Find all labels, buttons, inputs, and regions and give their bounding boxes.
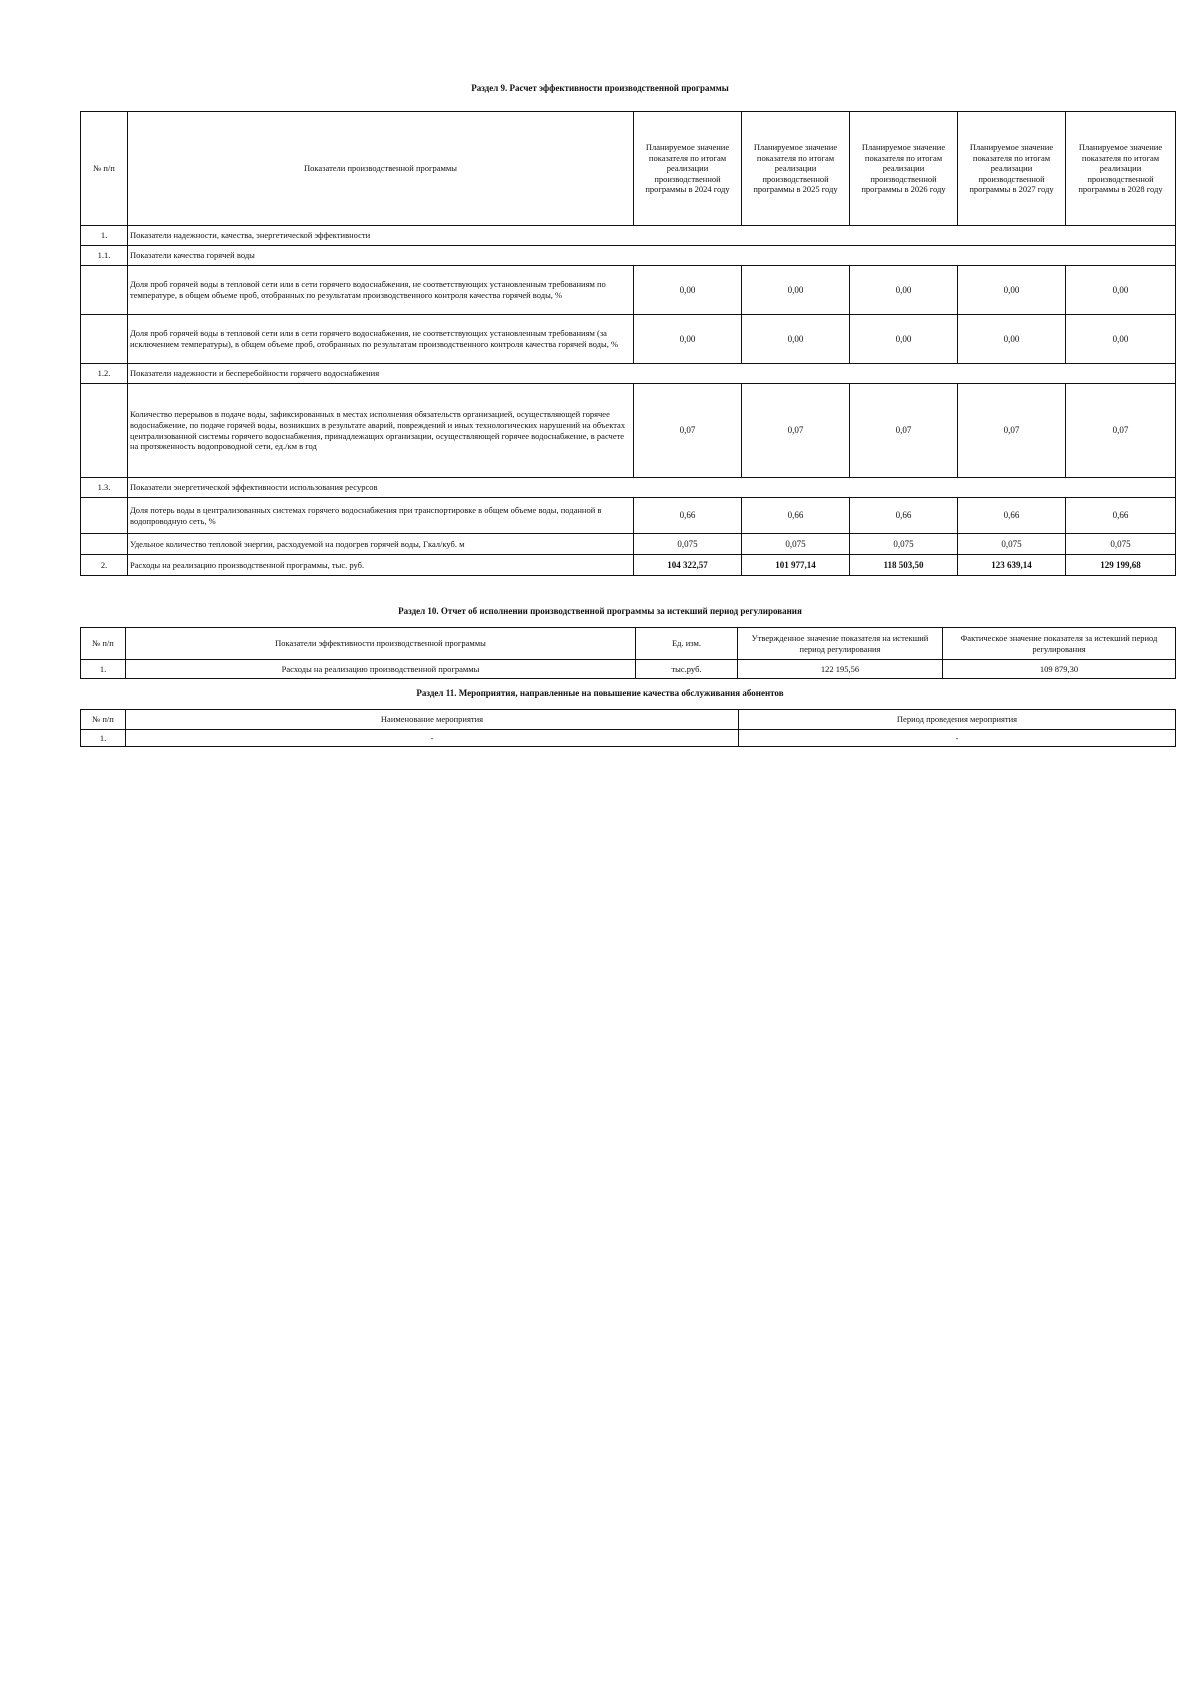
table-row bbox=[81, 246, 1176, 266]
col-header-2028: Планируемое значение показателя по итогам реализации производственной программы в 2028 году bbox=[1066, 112, 1176, 226]
section10-header-row bbox=[81, 628, 1176, 660]
section11-header-row bbox=[81, 710, 1176, 730]
value-2025: 0,00 bbox=[742, 315, 850, 364]
col-header-2027: Планируемое значение показателя по итогам реализации производственной программы в 2027 году bbox=[958, 112, 1066, 226]
value-2026: 0,07 bbox=[850, 384, 958, 478]
section10-title: Раздел 10. Отчет об исполнении производственной программы за истекший период регулирования bbox=[398, 606, 802, 616]
value-2026: 0,66 bbox=[850, 498, 958, 534]
col-header-unit: Ед. изм. bbox=[636, 628, 738, 660]
section9-table bbox=[80, 111, 1176, 576]
col-header-period: Период проведения мероприятия bbox=[739, 710, 1176, 730]
value-2024: 0,075 bbox=[634, 534, 742, 555]
value-2028: 0,07 bbox=[1066, 384, 1176, 478]
table-row bbox=[81, 384, 1176, 478]
value-2026: 0,00 bbox=[850, 266, 958, 315]
row-label: Доля потерь воды в централизованных системах горячего водоснабжения при транспортировке в общем объеме воды, поданной в водопроводную сеть, % bbox=[128, 498, 634, 534]
value-2027: 123 639,14 bbox=[958, 555, 1066, 576]
table-row bbox=[81, 498, 1176, 534]
value-2028: 0,66 bbox=[1066, 498, 1176, 534]
row-label: Показатели надежности и бесперебойности горячего водоснабжения bbox=[128, 364, 1176, 384]
col-header-num: № п/п bbox=[81, 112, 128, 226]
section9-header-row bbox=[81, 112, 1176, 226]
row-label: Количество перерывов в подаче воды, зафиксированных в местах исполнения обязательств организацией, осуществляющей горячее водоснабжение, по подаче горячей воды, возникших в результате аварий, повреждений и иных технологических нарушений на объектах централизованной системы горячего водоснабжения, принадлежащих организации, осуществляющей горячее водоснабжение, в расчете на протяженность водопроводной сети, ед./км в год bbox=[128, 384, 634, 478]
row-label: Показатели надежности, качества, энергетической эффективности bbox=[128, 226, 1176, 246]
row-label: Расходы на реализацию производственной программы bbox=[126, 660, 636, 679]
value-2024: 0,00 bbox=[634, 315, 742, 364]
row-num: 1. bbox=[81, 660, 126, 679]
table-row bbox=[81, 534, 1176, 555]
row-label: Удельное количество тепловой энергии, расходуемой на подогрев горячей воды, Гкал/куб. м bbox=[128, 534, 634, 555]
value-2026: 0,075 bbox=[850, 534, 958, 555]
row-approved-value: 122 195,56 bbox=[738, 660, 943, 679]
section11-table bbox=[80, 709, 1176, 747]
row-num: 1.3. bbox=[81, 478, 128, 498]
value-2027: 0,00 bbox=[958, 315, 1066, 364]
row-unit: тыс.руб. bbox=[636, 660, 738, 679]
row-num: 1.2. bbox=[81, 364, 128, 384]
value-2028: 129 199,68 bbox=[1066, 555, 1176, 576]
section9-title: Раздел 9. Расчет эффективности производственной программы bbox=[471, 83, 729, 93]
row-num bbox=[81, 534, 128, 555]
col-header-num: № п/п bbox=[81, 628, 126, 660]
value-2025: 0,07 bbox=[742, 384, 850, 478]
value-2024: 104 322,57 bbox=[634, 555, 742, 576]
section10-table bbox=[80, 627, 1176, 679]
row-label: Показатели качества горячей воды bbox=[128, 246, 1176, 266]
table-row bbox=[81, 315, 1176, 364]
row-num: 1. bbox=[81, 226, 128, 246]
section11-title: Раздел 11. Мероприятия, направленные на повышение качества обслуживания абонентов bbox=[416, 688, 784, 698]
col-header-num: № п/п bbox=[81, 710, 126, 730]
col-header-name: Наименование мероприятия bbox=[126, 710, 739, 730]
col-header-indicator: Показатели производственной программы bbox=[128, 112, 634, 226]
row-num: 2. bbox=[81, 555, 128, 576]
value-2027: 0,00 bbox=[958, 266, 1066, 315]
row-actual-value: 109 879,30 bbox=[943, 660, 1176, 679]
value-2024: 0,00 bbox=[634, 266, 742, 315]
value-2027: 0,075 bbox=[958, 534, 1066, 555]
value-2025: 101 977,14 bbox=[742, 555, 850, 576]
value-2025: 0,075 bbox=[742, 534, 850, 555]
value-2028: 0,00 bbox=[1066, 266, 1176, 315]
row-label: Показатели энергетической эффективности использования ресурсов bbox=[128, 478, 1176, 498]
value-2025: 0,66 bbox=[742, 498, 850, 534]
row-label: Доля проб горячей воды в тепловой сети или в сети горячего водоснабжения, не соответствующих установленным требованиям по температуре, в общем объеме проб, отобранных по результатам производственного контроля качества горячей воды, % bbox=[128, 266, 634, 315]
row-period: - bbox=[739, 730, 1176, 747]
row-label: Доля проб горячей воды в тепловой сети или в сети горячего водоснабжения, не соответствующих установленным требованиям (за исключением температуры), в общем объеме проб, отобранных по результатам производственного контроля качества горячей воды, % bbox=[128, 315, 634, 364]
row-num bbox=[81, 384, 128, 478]
table-row bbox=[81, 660, 1176, 679]
table-row bbox=[81, 226, 1176, 246]
table-row bbox=[81, 478, 1176, 498]
value-2028: 0,00 bbox=[1066, 315, 1176, 364]
value-2028: 0,075 bbox=[1066, 534, 1176, 555]
table-row bbox=[81, 364, 1176, 384]
row-label: Расходы на реализацию производственной программы, тыс. руб. bbox=[128, 555, 634, 576]
value-2024: 0,66 bbox=[634, 498, 742, 534]
col-header-2025: Планируемое значение показателя по итогам реализации производственной программы в 2025 году bbox=[742, 112, 850, 226]
value-2027: 0,07 bbox=[958, 384, 1066, 478]
row-num: 1. bbox=[81, 730, 126, 747]
col-header-2026: Планируемое значение показателя по итогам реализации производственной программы в 2026 году bbox=[850, 112, 958, 226]
value-2025: 0,00 bbox=[742, 266, 850, 315]
table-row bbox=[81, 730, 1176, 747]
row-num bbox=[81, 498, 128, 534]
value-2024: 0,07 bbox=[634, 384, 742, 478]
value-2026: 118 503,50 bbox=[850, 555, 958, 576]
value-2027: 0,66 bbox=[958, 498, 1066, 534]
row-num: 1.1. bbox=[81, 246, 128, 266]
col-header-indicator: Показатели эффективности производственной программы bbox=[126, 628, 636, 660]
table-row bbox=[81, 555, 1176, 576]
value-2026: 0,00 bbox=[850, 315, 958, 364]
table-row bbox=[81, 266, 1176, 315]
col-header-approved: Утвержденное значение показателя на истекший период регулирования bbox=[738, 628, 943, 660]
row-num bbox=[81, 315, 128, 364]
col-header-2024: Планируемое значение показателя по итогам реализации производственной программы в 2024 году bbox=[634, 112, 742, 226]
row-num bbox=[81, 266, 128, 315]
col-header-actual: Фактическое значение показателя за истекший период регулирования bbox=[943, 628, 1176, 660]
row-name: - bbox=[126, 730, 739, 747]
